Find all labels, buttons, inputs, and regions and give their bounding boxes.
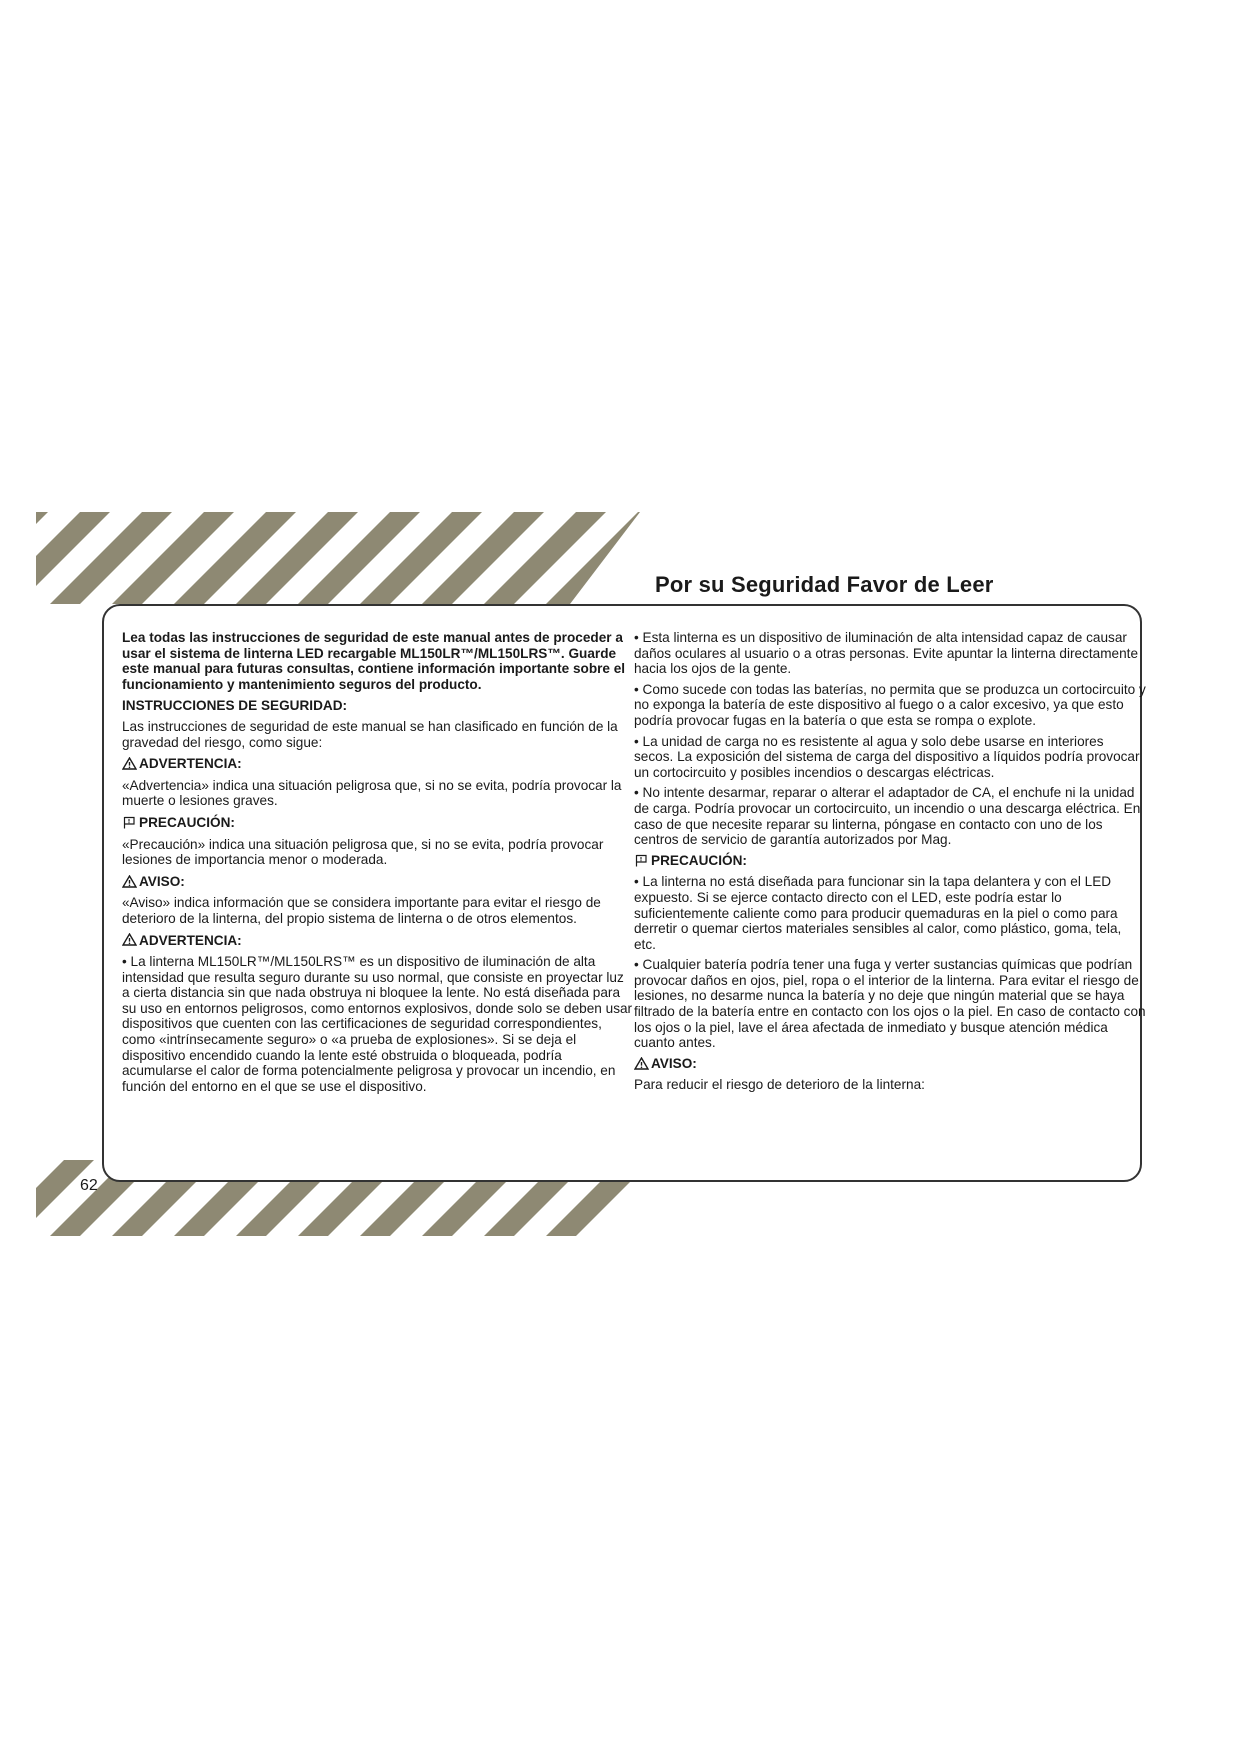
bullet-item: • La unidad de carga no es resistente al agua y solo debe usarse en interiores secos. La exposición del sistema de carga del dispositivo a líquidos podría provocar un cortocircuito y posibles incendios o descargas eléctricas.: [634, 733, 1140, 780]
aviso-label-right: AVISO:: [651, 1055, 697, 1071]
notice-triangle-icon: [122, 875, 138, 889]
bullet-item: • La linterna no está diseñada para funcionar sin la tapa delantera y con el LED expuesto. Si se ejerce contacto directo con el LED, este podría estar lo suficientemente caliente como para producir quemaduras en la piel o como para derretir o quemar ciertos materiales sensibles al calor, como plástico, goma, tela, etc.: [634, 874, 1122, 952]
precaucion-heading-right: [634, 853, 1146, 869]
caution-flag-icon: [634, 854, 650, 868]
advertencia-label: ADVERTENCIA:: [139, 756, 242, 772]
bullet-item: • Cualquier batería podría tener una fuga y verter sustancias químicas que podrían provocar daños en ojos, piel, ropa o el interior de la linterna. Para evitar el riesgo de lesiones, no desarme nunca la batería y no deje que ningún material que se haya filtrado de la batería entre en contacto con los ojos o la piel. En caso de contacto con los ojos o la piel, lave el área afectada de inmediato y busque atención médica cuanto antes.: [634, 957, 1146, 1051]
aviso-label: AVISO:: [139, 873, 185, 889]
right-column: [634, 630, 1146, 1099]
aviso-heading: [122, 874, 634, 890]
safety-instructions-text: Las instrucciones de seguridad de este manual se han clasificado en función de la gravedad del riesgo, como sigue:: [122, 718, 618, 750]
advertencia-heading-2: [122, 933, 634, 949]
precaucion-heading: [122, 815, 634, 831]
aviso-text-right: Para reducir el riesgo de deterioro de la linterna:: [634, 1077, 925, 1093]
content-panel: [102, 604, 1146, 1182]
notice-triangle-icon: [634, 1057, 650, 1071]
bullet-item: • No intente desarmar, reparar o alterar el adaptador de CA, el enchufe ni la unidad de carga. Podría provocar un cortocircuito, un incendio o una descarga eléctrica. En caso de que necesite reparar su linterna, póngase en contacto con uno de los centros de servicio de garantía autorizados por Mag.: [634, 785, 1141, 848]
precaucion-label-right: PRECAUCIÓN:: [651, 852, 747, 868]
warning-triangle-icon: [122, 933, 138, 947]
aviso-heading-right: [634, 1056, 1146, 1072]
precaucion-label: PRECAUCIÓN:: [139, 814, 235, 830]
page-number: 62: [80, 1177, 98, 1194]
advertencia-bullet: • La linterna ML150LR™/ML150LRS™ es un dispositivo de iluminación de alta intensidad que resulta seguro durante su uso normal, que consiste en proyectar luz a cierta distancia sin que nada obstruya ni bloquee la lente. No está diseñada para su uso en entornos peligrosos, como entornos explosivos, donde solo se deben usar dispositivos que cuenten con las certificaciones de seguridad correspondientes, como «intrínsecamente seguro» o «a prueba de explosiones». Si se deja el dispositivo encendido cuando la lente esté obstruida o bloqueada, podría acumularse el calor de forma potencialmente peligrosa y provocar un incendio, en función del entorno en el que se use el dispositivo.: [122, 954, 633, 1094]
precaucion-text: «Precaución» indica una situación peligrosa que, si no se evita, podría provocar lesiones de importancia menor o moderada.: [122, 836, 604, 868]
stripe: [0, 1160, 32, 1236]
advertencia-heading: [122, 756, 634, 772]
advertencia-label-2: ADVERTENCIA:: [139, 932, 242, 948]
intro-paragraph: Lea todas las instrucciones de seguridad de este manual antes de proceder a usar el sistema de linterna LED recargable ML150LR™/ML150LRS™. Guarde este manual para futuras consultas, contiene información importante sobre el funcionamiento y mantenimiento seguros del producto.: [122, 630, 626, 692]
bullet-item: • Como sucede con todas las baterías, no permita que se produzca un cortocircuito y no exponga la batería de este dispositivo al fuego o a calor excesivo, ya que esto podría provocar fugas en la batería o que esta se rompa o explote.: [634, 681, 1146, 728]
left-column: [122, 630, 634, 1100]
caution-flag-icon: [122, 816, 138, 830]
aviso-text: «Aviso» indica información que se considera importante para evitar el riesgo de deterioro de la linterna, del propio sistema de linterna o de otros elementos.: [122, 895, 601, 926]
warning-triangle-icon: [122, 757, 138, 771]
safety-instructions-heading: INSTRUCCIONES DE SEGURIDAD:: [122, 698, 348, 714]
bullet-item: • Esta linterna es un dispositivo de iluminación de alta intensidad capaz de causar daños oculares al usuario o a otras personas. Evite apuntar la linterna directamente hacia los ojos de la gente.: [634, 630, 1139, 677]
advertencia-text: «Advertencia» indica una situación peligrosa que, si no se evita, podría provocar la muerte o lesiones graves.: [122, 777, 622, 809]
page-title: Por su Seguridad Favor de Leer: [655, 572, 994, 597]
